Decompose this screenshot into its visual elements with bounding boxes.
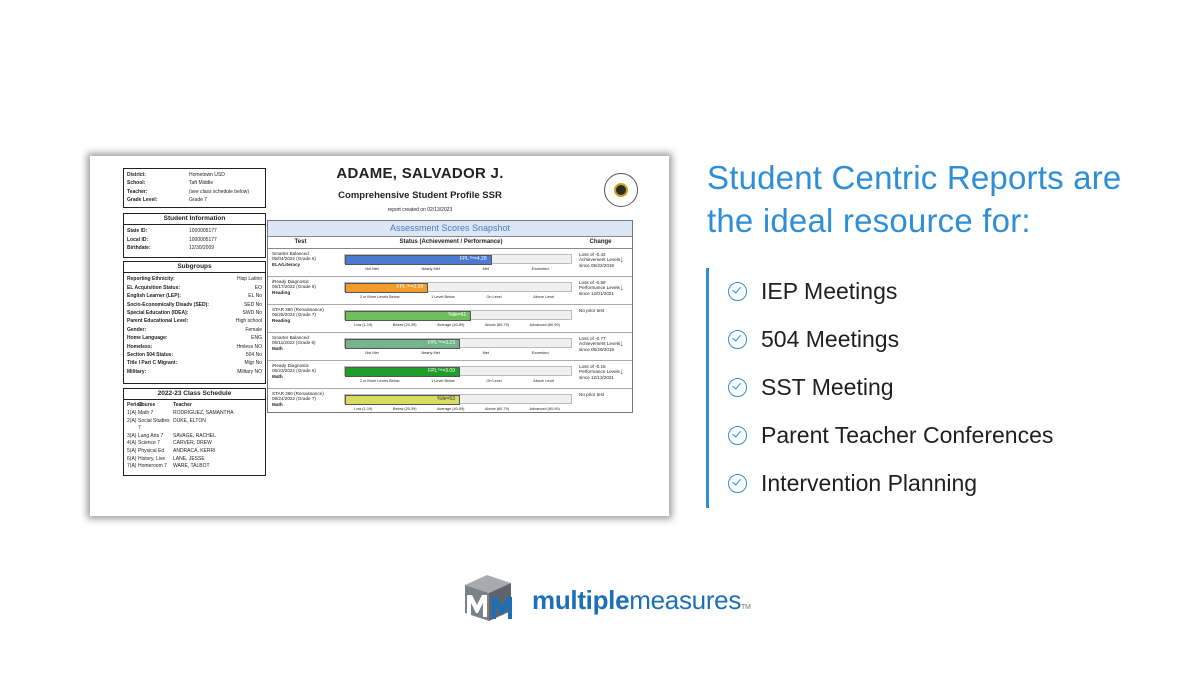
field-value: SWD No (242, 310, 262, 317)
level-labels (344, 407, 570, 412)
field-label: Socio-Economically Disadv (SED): (127, 301, 209, 308)
level-label: 2 or More Levels Below (359, 379, 400, 383)
course-cell: Social Studies 7 (138, 417, 170, 432)
schedule-row (124, 440, 265, 448)
period-cell: 3(A) (127, 432, 137, 439)
period-cell: 7(A) (127, 463, 137, 470)
headline: Student Centric Reports are the ideal resource for: (707, 159, 1122, 239)
level-label: Nearly Met (421, 351, 440, 355)
change-line: Achievement Levels (579, 341, 621, 347)
status-cell (339, 277, 575, 304)
field-value: Military NO (237, 368, 262, 375)
use-case-label: SST Meeting (761, 373, 894, 400)
status-cell (339, 305, 575, 332)
teacher-cell: WARE, TALBOT (173, 463, 210, 470)
course-cell: Science 7 (138, 440, 160, 447)
teacher-cell: CARVER, DREW (173, 440, 212, 447)
change-line: Loss of -0.42 (579, 252, 606, 257)
status-value: FPL™=2.99 (396, 284, 424, 290)
change-line: since 05/29/2019 (579, 346, 614, 352)
use-case-item (728, 363, 1053, 411)
period-cell: 2(A) (127, 417, 137, 424)
report-date: report created on 02/13/2023 (387, 207, 453, 213)
status-cell (339, 361, 575, 388)
level-label: Advanced (80-99) (529, 323, 560, 327)
level-label: On Level (486, 295, 502, 299)
status-bar (344, 282, 572, 292)
field-label: Reporting Ethnicity: (127, 276, 175, 283)
test-subject: ELA/Literacy (272, 261, 301, 267)
field-label: School: (127, 180, 146, 187)
status-cell (339, 249, 575, 276)
test-cell (268, 277, 339, 304)
test-name: iReady Diagnostic (272, 279, 310, 284)
change-line: Achievement Levels (579, 257, 621, 263)
field-value: High school (235, 318, 262, 325)
schedule-header: Period Course Teacher (127, 402, 192, 409)
check-circle-icon (728, 282, 747, 301)
level-label: Met (482, 267, 489, 271)
field-value: 12/30/2009 (189, 245, 215, 252)
assessment-row (268, 305, 632, 333)
check-circle-icon (728, 378, 747, 397)
course-cell: Math 7 (138, 410, 154, 416)
use-case-label: IEP Meetings (761, 277, 898, 304)
test-date: 08/24/2022 (Grade 7) (272, 396, 316, 402)
use-case-list (728, 267, 1053, 507)
field-value: 1000005177 (189, 236, 217, 243)
student-info-box (123, 213, 266, 258)
test-subject: Math (272, 345, 283, 351)
use-case-item (728, 267, 1053, 315)
use-case-item (728, 315, 1053, 363)
test-cell (268, 305, 339, 332)
use-case-item (728, 459, 1053, 507)
level-label: Below (20-39) (392, 323, 417, 327)
subgroup-row (124, 334, 265, 342)
field-value: (see class schedule below) (189, 188, 250, 195)
teacher-cell: DUKE, ELTON (173, 417, 206, 424)
accent-divider (706, 268, 709, 508)
status-bar (344, 310, 572, 320)
test-name: iReady Diagnostic (272, 363, 310, 368)
field-label: Grade Level: (127, 197, 158, 204)
level-label: 1 Level Below (431, 295, 455, 299)
assessment-row (268, 333, 632, 361)
field-label: EL Acquisition Status: (127, 284, 181, 291)
subgroup-row (124, 275, 265, 283)
level-label: Low (1-19) (354, 323, 373, 327)
change-line: Loss of -0.77 (579, 336, 606, 341)
test-subject: Reading (272, 317, 291, 323)
subgroup-row (124, 326, 265, 334)
test-date: 06/25/2022 (Grade 7) (272, 312, 316, 318)
status-bar (344, 254, 572, 264)
snapshot-header: Test Status (Achievement / Performance) Change (268, 237, 632, 249)
subgroup-row (124, 284, 265, 292)
subgroup-row (124, 301, 265, 309)
field-label: Military: (127, 368, 147, 375)
level-label: Exceeded (531, 267, 549, 271)
test-name: Smarter Balanced (272, 335, 309, 340)
field-value: Migr No (244, 360, 262, 367)
status-bar-fill (345, 283, 428, 293)
brand-tm: TM (741, 604, 751, 611)
field-label: Homeless: (127, 343, 153, 350)
student-info-title: Student Information (124, 214, 265, 225)
period-cell: 4(A) (127, 440, 137, 447)
schedule-row (124, 418, 265, 433)
status-bar-fill (345, 395, 460, 405)
change-line: Loss of -0.59 (579, 280, 606, 285)
status-bar (344, 394, 572, 404)
teacher-cell: LANE, JESSE (173, 455, 205, 462)
level-label: Above (60-79) (484, 407, 510, 411)
change-cell (575, 361, 632, 388)
student-info-row (124, 236, 265, 244)
down-arrow-icon: ↓ (619, 282, 624, 292)
field-value: Hometown USD (189, 172, 225, 178)
level-label: 1 Level Below (431, 379, 455, 383)
level-label: On Level (486, 379, 502, 383)
course-cell: Lang Arts 7 (138, 432, 164, 439)
assessment-row (268, 249, 632, 277)
assessment-row (268, 361, 632, 389)
field-value: 504 No (245, 352, 262, 359)
field-label: Section 504 Status: (127, 352, 174, 359)
field-value: 1000005177 (189, 228, 217, 235)
field-label: Special Education (IDEA): (127, 310, 189, 317)
teacher-cell: ANDRACA, KERRI (173, 447, 216, 454)
change-line: No prior test (579, 308, 605, 313)
change-line: Loss of -0.16 (579, 364, 606, 369)
teacher-cell: RODRIGUEZ, SAMANTHA (173, 410, 234, 416)
subgroup-row (124, 292, 265, 300)
period-cell: 5(A) (127, 447, 137, 454)
schedule-row (124, 448, 265, 456)
test-cell (268, 389, 339, 416)
test-name: STAR 360 (Renaissance) (272, 307, 324, 312)
profile-title: Comprehensive Student Profile SSR (338, 190, 502, 201)
status-value: FPL™=4.28 (459, 256, 487, 262)
level-label: Above Level (533, 379, 555, 383)
level-label: Above (60-79) (484, 323, 510, 327)
period-cell: 1(A) (127, 410, 137, 416)
status-value: FPL™=3.23 (428, 340, 455, 346)
level-label: Below (20-39) (392, 407, 417, 411)
level-label: Exceeded (531, 351, 549, 355)
assessment-snapshot (267, 220, 633, 413)
field-label: Teacher: (127, 188, 148, 195)
test-name: Smarter Balanced (272, 251, 309, 256)
level-label: Met (482, 351, 489, 355)
level-label: Not Met (365, 351, 379, 355)
status-value: FPL™=3.09 (428, 368, 455, 374)
brand-rest: measures (629, 585, 742, 615)
change-line: Performance Levels (579, 285, 620, 291)
class-schedule-box (123, 388, 266, 476)
level-label: Not Met (365, 267, 379, 271)
field-value: Taft Middle (189, 180, 214, 187)
test-cell (268, 361, 339, 388)
test-subject: Math (272, 373, 283, 379)
test-date: 05/11/2022 (Grade 6) (272, 340, 316, 346)
status-bar-fill (345, 311, 471, 321)
schedule-title: 2022-23 Class Schedule (124, 389, 265, 400)
subgroup-row (124, 317, 265, 325)
use-case-label: Intervention Planning (761, 469, 978, 496)
assessment-row (268, 277, 632, 305)
change-line: Performance Levels (579, 369, 620, 375)
status-bar-fill (345, 255, 492, 265)
field-label: Title I Part C Migrant: (127, 360, 178, 367)
field-value: ENG (251, 335, 262, 342)
student-info-row (124, 244, 265, 252)
schedule-row (124, 433, 265, 441)
field-value: EO (254, 284, 262, 291)
field-label: Local ID: (127, 236, 149, 243)
test-date: 05/17/2022 (Grade 6) (272, 284, 316, 290)
test-name: STAR 360 (Renaissance) (272, 391, 324, 396)
field-value: SED No (243, 301, 262, 308)
field-label: Home Language: (127, 335, 168, 342)
field-label: State ID: (127, 228, 148, 235)
field-label: Gender: (127, 326, 147, 333)
level-label: Above Level (533, 295, 555, 299)
level-label: Nearly Met (421, 267, 440, 271)
district-row (124, 196, 265, 204)
status-bar (344, 338, 572, 348)
subgroup-row (124, 351, 265, 359)
down-arrow-icon: ↓ (619, 254, 624, 264)
field-label: English Learner (LEP): (127, 293, 181, 300)
status-cell (339, 389, 575, 416)
change-line: No prior test (579, 392, 605, 397)
subgroup-row (124, 359, 265, 367)
check-circle-icon (728, 426, 747, 445)
snapshot-title: Assessment Scores Snapshot (268, 221, 632, 237)
district-row (124, 188, 265, 196)
change-cell (575, 333, 632, 360)
field-label: District: (127, 172, 146, 178)
student-name: ADAME, SALVADOR J. (336, 165, 504, 182)
use-case-item (728, 411, 1053, 459)
check-circle-icon (728, 474, 747, 493)
level-label: Average (40-59) (437, 323, 465, 327)
status-bar-fill (345, 339, 460, 349)
level-labels (344, 267, 570, 272)
check-circle-icon (728, 330, 747, 349)
schedule-row (124, 463, 265, 471)
status-value: %ile=53 (437, 396, 455, 402)
course-cell: Homeroom 7 (138, 463, 167, 470)
use-case-label: Parent Teacher Conferences (761, 421, 1054, 448)
change-cell (575, 277, 632, 304)
level-label: Advanced (80-99) (529, 407, 560, 411)
status-cell (339, 333, 575, 360)
field-value: Grade 7 (189, 197, 208, 204)
subgroups-box (123, 261, 266, 384)
status-bar (344, 366, 572, 376)
test-subject: Math (272, 401, 283, 407)
brand-wordmark (532, 585, 751, 616)
test-subject: Reading (272, 289, 291, 295)
status-value: %ile=61 (448, 312, 467, 318)
district-box (123, 168, 266, 208)
assessment-row (268, 389, 632, 416)
schedule-row (124, 410, 265, 418)
course-cell: History, Live (138, 455, 166, 462)
test-cell (268, 333, 339, 360)
level-labels (344, 379, 570, 384)
change-cell (575, 305, 632, 332)
district-row (124, 171, 265, 179)
change-line: since 05/22/2019 (579, 262, 614, 268)
down-arrow-icon: ↓ (619, 338, 624, 348)
level-label: Low (1-19) (354, 407, 373, 411)
course-cell: Physical Ed (138, 447, 165, 454)
down-arrow-icon: ↓ (619, 366, 624, 376)
period-cell: 6(A) (127, 455, 137, 462)
level-label: 2 or More Levels Below (359, 295, 400, 299)
field-value: Hisp Latino (236, 276, 262, 283)
use-case-label: 504 Meetings (761, 325, 900, 352)
level-labels (344, 295, 570, 300)
status-bar-fill (345, 367, 460, 377)
teacher-cell: SAVAGE, RACHEL (173, 432, 216, 439)
subgroup-row (124, 368, 265, 376)
test-cell (268, 249, 339, 276)
school-seal-icon (604, 173, 638, 207)
subgroup-row (124, 309, 265, 317)
change-cell (575, 389, 632, 416)
field-value: EL No (248, 293, 262, 300)
field-value: Hmless NO (236, 343, 262, 350)
field-label: Parent Educational Level: (127, 318, 189, 325)
brand-bold: multiple (532, 585, 630, 615)
level-labels (344, 323, 570, 328)
change-line: since 12/01/2021 (579, 290, 614, 296)
change-line: since 12/13/2021 (579, 374, 614, 380)
district-row (124, 179, 265, 187)
subgroups-title: Subgroups (124, 262, 265, 273)
level-labels (344, 351, 570, 356)
test-date: 05/23/2022 (Grade 6) (272, 368, 316, 374)
schedule-row (124, 456, 265, 464)
change-cell (575, 249, 632, 276)
test-date: 05/04/2022 (Grade 6) (272, 256, 316, 262)
student-info-row (124, 227, 265, 235)
subgroup-row (124, 343, 265, 351)
level-label: Average (40-59) (437, 407, 465, 411)
field-label: Birthdate: (127, 245, 151, 252)
field-value: Female (245, 326, 262, 333)
